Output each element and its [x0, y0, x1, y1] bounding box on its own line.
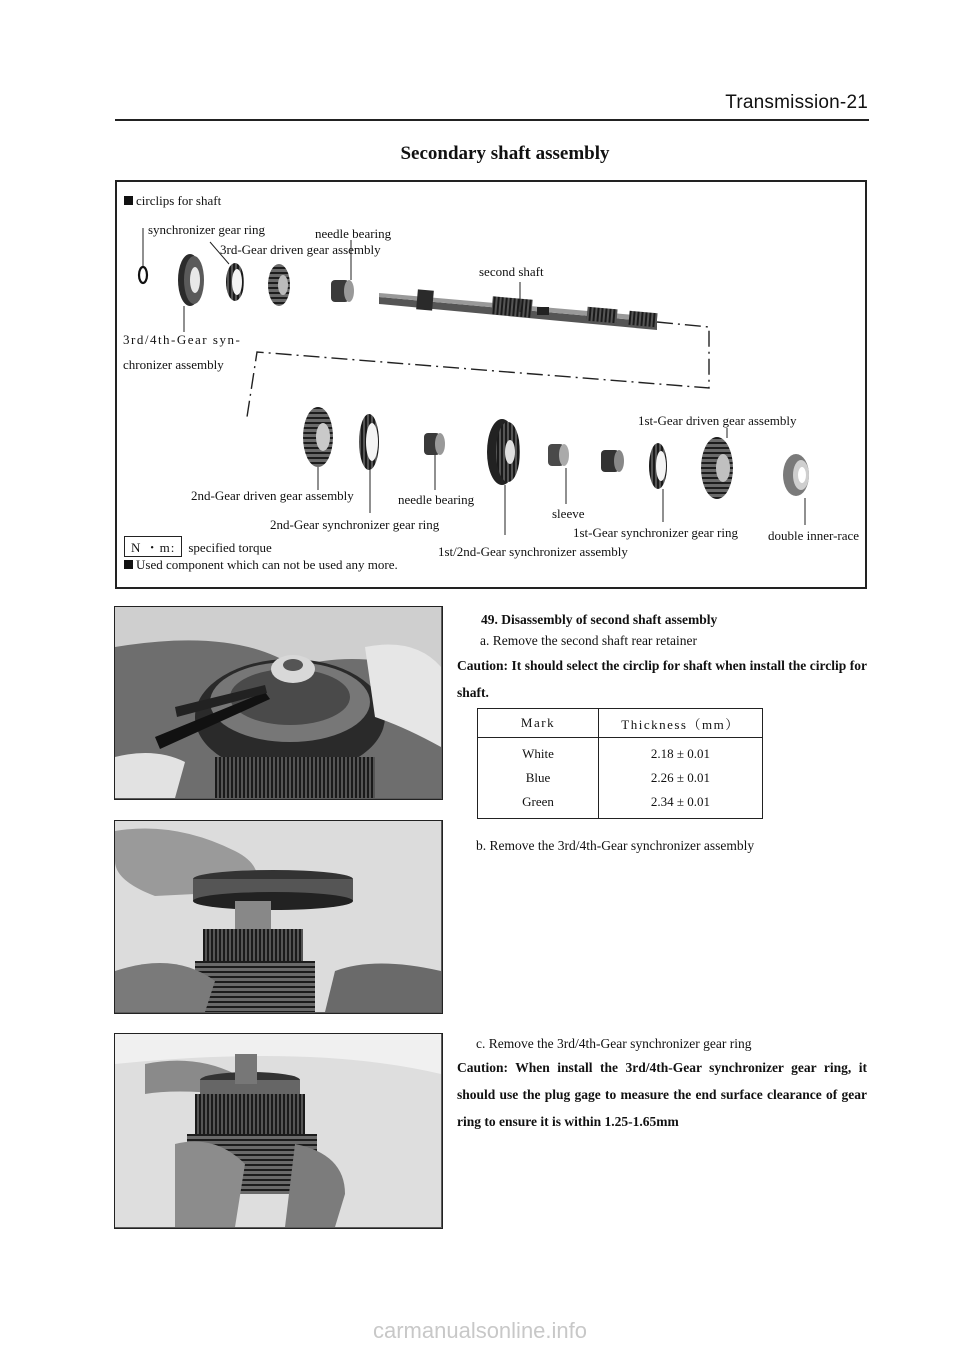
- table-cell-marks: [478, 738, 599, 819]
- label-sleeve: sleeve: [552, 506, 585, 521]
- photo-circlip-removal: [114, 606, 443, 800]
- used-component-marker-icon: [124, 196, 133, 205]
- sync-34-assembly-drawing: [178, 254, 204, 306]
- mark-white: White: [522, 746, 554, 761]
- step-49-b: b. Remove the 3rd/4th-Gear synchronizer assembly: [476, 838, 755, 853]
- label-sync-34-line1: 3rd/4th-Gear syn-: [123, 332, 242, 347]
- table-header-mark: Mark: [478, 709, 599, 738]
- table-header-row: [478, 709, 763, 738]
- circlip-drawing: [139, 267, 147, 283]
- label-sync-34-line2: chronizer assembly: [123, 357, 224, 372]
- sync-12-assembly-drawing: [487, 419, 520, 485]
- first-gear-needle-bearing-drawing: [601, 450, 624, 472]
- caution-circlip: Caution: It should select the circlip for shaft when install the circlip for shaft.: [457, 658, 867, 700]
- label-second-gear-driven: 2nd-Gear driven gear assembly: [191, 488, 354, 503]
- needle-bearing-top-drawing: [331, 280, 354, 302]
- label-first-gear-driven: 1st-Gear driven gear assembly: [638, 413, 797, 428]
- second-gear-driven-drawing: [303, 407, 333, 467]
- table-header-thickness: Thickness（mm）: [599, 709, 763, 738]
- table-row: [478, 738, 763, 819]
- page-section-header: Transmission-21: [725, 92, 868, 113]
- sleeve-drawing: [548, 444, 569, 466]
- torque-unit-box: N ・m:: [124, 536, 182, 557]
- second-gear-sync-ring-drawing: [359, 414, 379, 470]
- exploded-diagram: [115, 180, 867, 589]
- legend-torque: [124, 536, 272, 557]
- label-third-gear-driven: 3rd-Gear driven gear assembly: [220, 242, 381, 257]
- label-second-shaft: second shaft: [479, 264, 544, 279]
- header-rule: [115, 119, 869, 121]
- label-needle-bearing-bottom: needle bearing: [398, 492, 475, 507]
- label-sync-12: 1st/2nd-Gear synchronizer assembly: [438, 544, 628, 559]
- label-circlips: circlips for shaft: [124, 193, 221, 209]
- thickness-green: 2.34 ± 0.01: [650, 794, 711, 809]
- legend-used-component: Used component which can not be used any more.: [124, 557, 398, 573]
- mark-green: Green: [522, 794, 554, 809]
- label-second-gear-sync-ring: 2nd-Gear synchronizer gear ring: [270, 517, 440, 532]
- photo-sync-assembly-removal: [114, 820, 443, 1014]
- watermark: carmanualsonline.info: [372, 1318, 588, 1343]
- sync-gear-ring-drawing: [226, 263, 244, 301]
- photo-sync-ring-removal-drawing: [115, 1034, 441, 1227]
- needle-bearing-bottom-drawing: [424, 433, 445, 455]
- first-gear-driven-drawing: [701, 437, 733, 499]
- photo-circlip-removal-drawing: [115, 607, 441, 798]
- torque-legend-text: specified torque: [188, 540, 272, 555]
- label-sync-gear-ring: synchronizer gear ring: [148, 222, 265, 237]
- caution-sync-ring: Caution: When install the 3rd/4th-Gear synchronizer gear ring, it should use the plug gage to measure the end surface clearance of gear ring to ensure it is within 1.25-1.65mm: [457, 1060, 867, 1129]
- label-needle-bearing-top: needle bearing: [315, 226, 392, 241]
- page-title: Secondary shaft assembly: [400, 143, 610, 164]
- double-inner-race-drawing: [783, 454, 809, 496]
- used-component-icon: [124, 560, 133, 569]
- second-shaft-drawing: [379, 289, 658, 330]
- step-49-heading: 49. Disassembly of second shaft assembly: [481, 612, 718, 627]
- thickness-white: 2.18 ± 0.01: [650, 746, 711, 761]
- first-gear-sync-ring-drawing: [649, 443, 667, 489]
- thickness-blue: 2.26 ± 0.01: [650, 770, 711, 785]
- photo-sync-ring-removal: [114, 1033, 443, 1229]
- mark-blue: Blue: [525, 770, 551, 785]
- step-49-c: c. Remove the 3rd/4th-Gear synchronizer gear ring: [476, 1036, 752, 1051]
- label-first-gear-sync-ring: 1st-Gear synchronizer gear ring: [573, 525, 738, 540]
- table-cell-thickness: [599, 738, 763, 819]
- third-gear-driven-drawing: [268, 264, 290, 306]
- label-double-inner-race: double inner-race: [768, 528, 860, 543]
- step-49-a: a. Remove the second shaft rear retainer: [480, 633, 698, 648]
- assembly-route-line: [247, 322, 709, 417]
- circlip-thickness-table: [477, 708, 763, 819]
- photo-sync-assembly-removal-drawing: [115, 821, 441, 1012]
